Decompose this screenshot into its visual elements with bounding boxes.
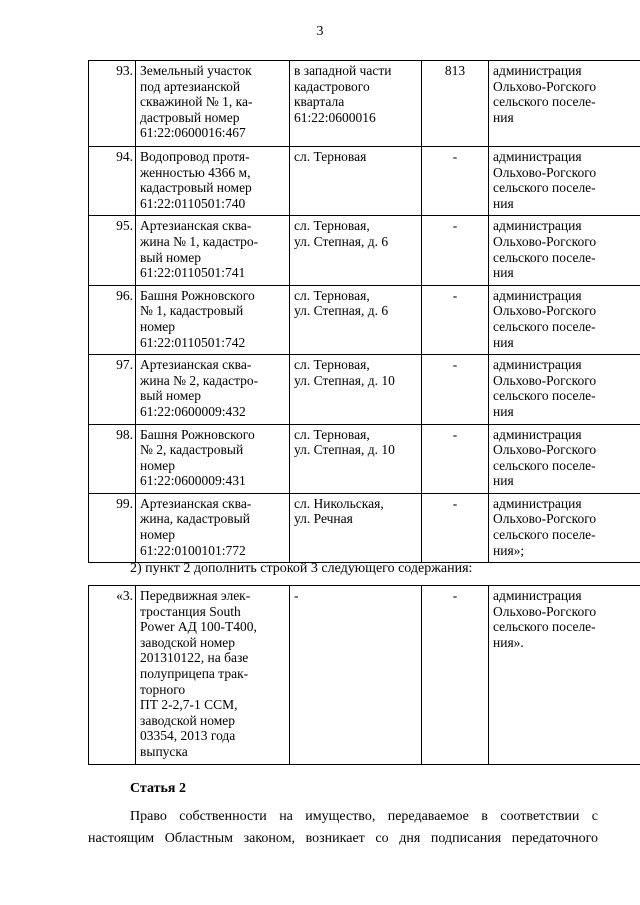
cell-line: № 2, кадастровый: [140, 442, 244, 458]
cell-line: ул. Степная, д. 6: [294, 303, 389, 319]
cell-line: администрация: [493, 287, 582, 303]
row-number: 97.: [89, 355, 136, 424]
cell-line: 201310122, на базе: [140, 650, 249, 666]
row-number: 98.: [89, 424, 136, 493]
cell-line: сельского поселе-: [493, 318, 596, 334]
cell-line: администрация: [493, 426, 582, 442]
cell-line: 61:22:0110501:740: [140, 195, 246, 211]
cell-line: номер: [140, 527, 176, 543]
cell-line: сельского поселе-: [493, 388, 596, 404]
row-number: 96.: [89, 285, 136, 354]
article-text-line-2: настоящим Областным законом, возникает со дня подписания передаточного: [88, 831, 598, 846]
cell-line: сл. Терновая,: [294, 426, 370, 442]
table-row: [89, 147, 640, 216]
table-row: [89, 355, 640, 424]
owner-cell: [489, 586, 640, 765]
cell-line: Передвижная элек-: [140, 588, 251, 603]
cell-line: Башня Рожновского: [140, 287, 255, 303]
owner-cell: [489, 61, 640, 147]
area-cell: -: [422, 147, 489, 216]
cell-line: ул. Речная: [294, 511, 353, 527]
location-cell: [290, 586, 422, 765]
cell-line: сельского поселе-: [493, 180, 596, 196]
area-cell: -: [422, 493, 489, 562]
cell-line: заводской номер: [140, 712, 236, 728]
cell-line: сл. Терновая: [294, 149, 367, 164]
cell-line: 61:22:0110501:741: [140, 265, 246, 281]
cell-line: кадастрового: [294, 78, 370, 94]
cell-line: жина, кадастровый: [140, 511, 250, 527]
cell-line: сельского поселе-: [493, 249, 596, 265]
table-row: [89, 216, 640, 285]
cell-line: № 1, кадастровый: [140, 303, 244, 319]
row-number: 99.: [89, 493, 136, 562]
cell-line: администрация: [493, 149, 582, 164]
table-row: [89, 586, 640, 765]
property-table: [88, 60, 640, 563]
cell-line: ния: [493, 265, 514, 281]
location-cell: [290, 355, 422, 424]
cell-line: 61:22:0600009:431: [140, 473, 246, 489]
cell-line: номер: [140, 318, 176, 334]
owner-cell: [489, 147, 640, 216]
cell-line: женностью 4366 м,: [140, 164, 251, 180]
cell-line: ул. Степная, д. 10: [294, 442, 395, 458]
cell-line: сельского поселе-: [493, 457, 596, 473]
cell-line: администрация: [493, 588, 582, 603]
cell-line: сл. Никольская,: [294, 495, 384, 511]
row-number: 93.: [89, 61, 136, 147]
cell-line: полуприцепа трак-: [140, 665, 249, 681]
cell-line: выпуска: [140, 743, 188, 759]
cell-line: жина № 2, кадастро-: [140, 372, 259, 388]
cell-line: квартала: [294, 94, 345, 110]
table-row: [89, 493, 640, 562]
owner-cell: [489, 216, 640, 285]
cell-line: 03354, 2013 года: [140, 728, 236, 744]
area-cell: -: [422, 424, 489, 493]
owner-cell: [489, 285, 640, 354]
cell-line: сл. Терновая,: [294, 357, 370, 373]
cell-line: Ольхово-Рогского: [493, 303, 597, 319]
cell-line: Земельный участок: [140, 63, 252, 78]
location-cell: [290, 424, 422, 493]
cell-line: ния: [493, 109, 514, 125]
object-name-cell: [136, 285, 290, 354]
cell-line: ния: [493, 473, 514, 489]
cell-line: 61:22:0110501:742: [140, 334, 246, 350]
cell-line: администрация: [493, 357, 582, 373]
cell-line: сельского поселе-: [493, 527, 596, 543]
cell-line: Артезианская сква-: [140, 357, 252, 373]
object-name-cell: [136, 586, 290, 765]
cell-line: администрация: [493, 495, 582, 511]
table-row: [89, 61, 640, 147]
cell-line: 61:22:0600009:432: [140, 403, 246, 419]
cell-line: вый номер: [140, 249, 202, 265]
cell-line: тростанция South: [140, 603, 241, 619]
addition-table: [88, 585, 640, 765]
cell-line: под артезианской: [140, 78, 241, 94]
cell-line: Ольхово-Рогского: [493, 442, 597, 458]
cell-line: Ольхово-Рогского: [493, 372, 597, 388]
cell-line: ния: [493, 195, 514, 211]
area-cell: 813: [422, 61, 489, 147]
cell-line: Ольхово-Рогского: [493, 78, 597, 94]
cell-line: скважиной № 1, ка-: [140, 94, 253, 110]
cell-line: 61:22:0600016: [294, 109, 376, 125]
area-cell: -: [422, 586, 489, 765]
cell-line: Артезианская сква-: [140, 495, 252, 511]
cell-line: ния: [493, 403, 514, 419]
object-name-cell: [136, 147, 290, 216]
cell-line: номер: [140, 457, 176, 473]
cell-line: Башня Рожновского: [140, 426, 255, 442]
owner-cell: [489, 355, 640, 424]
cell-line: Водопровод протя-: [140, 149, 250, 164]
location-cell: [290, 216, 422, 285]
cell-line: ния»;: [493, 542, 525, 558]
cell-line: сельского поселе-: [493, 619, 596, 635]
cell-line: Артезианская сква-: [140, 218, 252, 234]
location-cell: [290, 147, 422, 216]
cell-line: -: [294, 588, 299, 603]
cell-line: сл. Терновая,: [294, 287, 370, 303]
row-number: «3.: [89, 586, 136, 765]
object-name-cell: [136, 61, 290, 147]
cell-line: 61:22:0600016:467: [140, 125, 246, 141]
cell-line: дастровый номер: [140, 109, 240, 125]
cell-line: Power АД 100-Т400,: [140, 619, 257, 635]
object-name-cell: [136, 216, 290, 285]
cell-line: Ольхово-Рогского: [493, 233, 597, 249]
cell-line: ния: [493, 334, 514, 350]
row-number: 94.: [89, 147, 136, 216]
area-cell: -: [422, 285, 489, 354]
cell-line: в западной части: [294, 63, 392, 78]
cell-line: сл. Терновая,: [294, 218, 370, 234]
cell-line: торного: [140, 681, 186, 697]
location-cell: [290, 61, 422, 147]
cell-line: ул. Степная, д. 10: [294, 372, 395, 388]
location-cell: [290, 493, 422, 562]
cell-line: ПТ 2-2,7-1 ССМ,: [140, 697, 238, 713]
clause-2-text: 2) пункт 2 дополнить строкой 3 следующего содержания:: [130, 561, 473, 576]
cell-line: вый номер: [140, 388, 202, 404]
cell-line: жина № 1, кадастро-: [140, 233, 259, 249]
article-heading: Статья 2: [130, 781, 186, 796]
owner-cell: [489, 493, 640, 562]
object-name-cell: [136, 493, 290, 562]
cell-line: 61:22:0100101:772: [140, 542, 246, 558]
cell-line: сельского поселе-: [493, 94, 596, 110]
object-name-cell: [136, 424, 290, 493]
table-row: [89, 285, 640, 354]
cell-line: ния».: [493, 634, 524, 650]
cell-line: Ольхово-Рогского: [493, 603, 597, 619]
location-cell: [290, 285, 422, 354]
object-name-cell: [136, 355, 290, 424]
cell-line: Ольхово-Рогского: [493, 511, 597, 527]
cell-line: заводской номер: [140, 634, 236, 650]
area-cell: -: [422, 216, 489, 285]
area-cell: -: [422, 355, 489, 424]
cell-line: Ольхово-Рогского: [493, 164, 597, 180]
cell-line: кадастровый номер: [140, 180, 252, 196]
cell-line: администрация: [493, 218, 582, 234]
owner-cell: [489, 424, 640, 493]
cell-line: администрация: [493, 63, 582, 78]
article-text-line-1: Право собственности на имущество, передаваемое в соответствии с: [130, 809, 598, 824]
table-row: [89, 424, 640, 493]
page-number: 3: [316, 24, 324, 39]
row-number: 95.: [89, 216, 136, 285]
cell-line: ул. Степная, д. 6: [294, 233, 389, 249]
